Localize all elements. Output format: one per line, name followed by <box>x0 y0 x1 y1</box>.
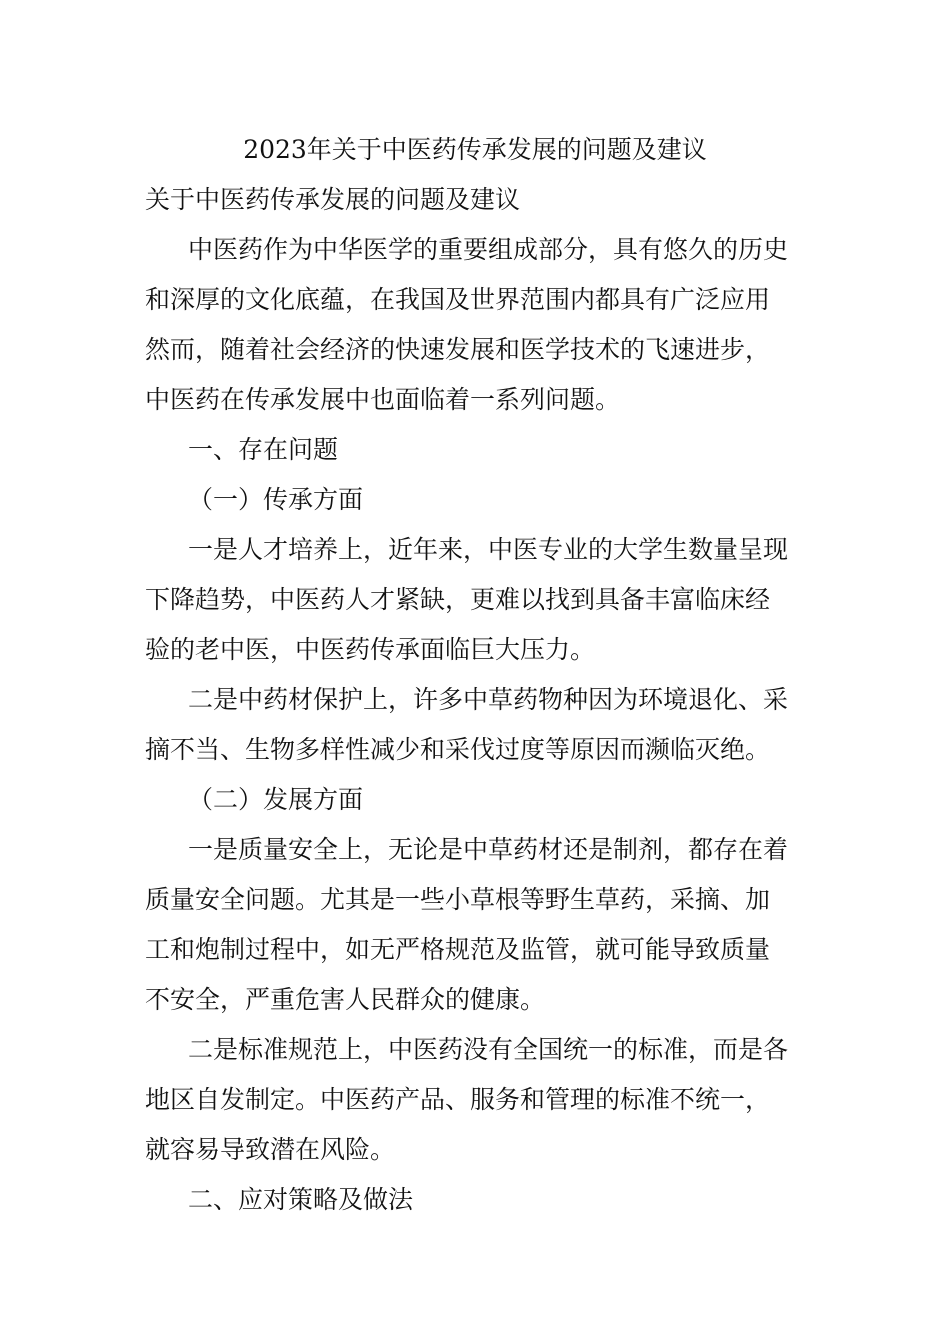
paragraph-line: 然而，随着社会经济的快速发展和医学技术的飞速进步， <box>145 335 771 364</box>
document-title: 2023年关于中医药传承发展的问题及建议 <box>243 135 707 164</box>
paragraph-line: 工和炮制过程中，如无严格规范及监管，就可能导致质量 <box>145 935 771 964</box>
paragraph-line: 不安全，严重危害人民群众的健康。 <box>145 985 546 1014</box>
paragraph-line: 一是质量安全上，无论是中草药材还是制剂，都存在着 <box>188 835 789 864</box>
paragraph-line: 中医药在传承发展中也面临着一系列问题。 <box>145 385 621 414</box>
paragraph-line: 一是人才培养上，近年来，中医专业的大学生数量呈现 <box>188 535 789 564</box>
paragraph-line: 中医药作为中华医学的重要组成部分，具有悠久的历史 <box>188 235 789 264</box>
document-subtitle: 关于中医药传承发展的问题及建议 <box>145 185 521 214</box>
paragraph-line: 二是中药材保护上，许多中草药物种因为环境退化、采 <box>188 685 789 714</box>
paragraph-line: 和深厚的文化底蕴，在我国及世界范围内都具有广泛应用 <box>145 285 771 314</box>
subsection-heading: （一）传承方面 <box>188 485 364 514</box>
paragraph-line: 验的老中医，中医药传承面临巨大压力。 <box>145 635 596 664</box>
paragraph-line: 摘不当、生物多样性减少和采伐过度等原因而濒临灭绝。 <box>145 735 771 764</box>
paragraph-line: 二是标准规范上，中医药没有全国统一的标准，而是各 <box>188 1035 789 1064</box>
section-heading: 二、应对策略及做法 <box>188 1185 414 1214</box>
paragraph-line: 下降趋势，中医药人才紧缺，更难以找到具备丰富临床经 <box>145 585 771 614</box>
paragraph-line: 地区自发制定。中医药产品、服务和管理的标准不统一， <box>145 1085 771 1114</box>
subsection-heading: （二）发展方面 <box>188 785 364 814</box>
paragraph-line: 质量安全问题。尤其是一些小草根等野生草药，采摘、加 <box>145 885 771 914</box>
section-heading: 一、存在问题 <box>188 435 339 464</box>
paragraph-line: 就容易导致潜在风险。 <box>145 1135 396 1164</box>
